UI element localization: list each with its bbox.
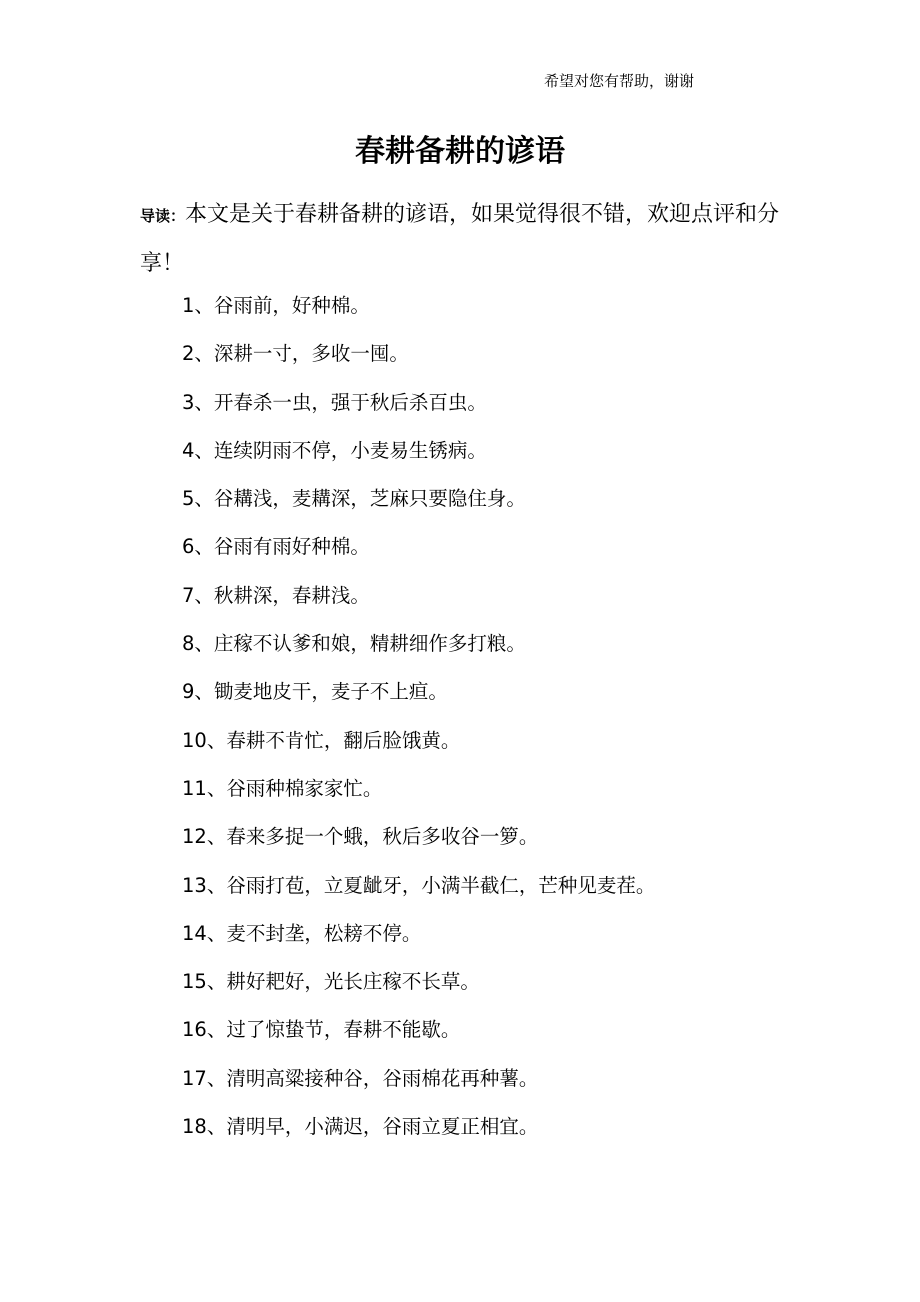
list-item: 14、麦不封垄，松耪不停。 (182, 921, 422, 945)
list-item: 4、连续阴雨不停，小麦易生锈病。 (182, 438, 487, 462)
list-item: 6、谷雨有雨好种棉。 (182, 535, 370, 559)
intro-text: 本文是关于春耕备耕的谚语，如果觉得很不错，欢迎点评和分享！ (140, 202, 780, 276)
list-item: 18、清明早，小满迟，谷雨立夏正相宜。 (182, 1115, 539, 1139)
list-item: 2、深耕一寸，多收一囤。 (182, 342, 409, 366)
header-note: 希望对您有帮助，谢谢 (544, 72, 695, 90)
page-title: 春耕备耕的谚语 (355, 134, 565, 169)
list-item: 17、清明高粱接种谷，谷雨棉花再种薯。 (182, 1066, 539, 1090)
list-item: 16、过了惊蛰节，春耕不能歇。 (182, 1018, 461, 1042)
list-item: 1、谷雨前，好种棉。 (182, 294, 370, 317)
intro-lead: 导读： (140, 207, 186, 225)
list-item: 13、谷雨打苞，立夏龇牙，小满半截仁，芒种见麦茬。 (182, 873, 656, 897)
list-item: 9、锄麦地皮干，麦子不上疸。 (182, 680, 448, 704)
proverb-list (182, 286, 882, 1155)
list-item: 11、谷雨种棉家家忙。 (182, 776, 383, 800)
list-item: 5、谷耩浅，麦耩深，芝麻只要隐住身。 (182, 487, 526, 511)
list-item: 15、耕好耙好，光长庄稼不长草。 (182, 970, 480, 994)
list-item: 8、庄稼不认爹和娘，精耕细作多打粮。 (182, 632, 526, 656)
intro-paragraph (140, 191, 790, 288)
list-item: 10、春耕不肯忙，翻后脸饿黄。 (182, 728, 461, 752)
list-item: 7、秋耕深，春耕浅。 (182, 583, 370, 607)
list-item: 12、春来多捉一个蛾，秋后多收谷一箩。 (182, 825, 539, 849)
list-item: 3、开春杀一虫，强于秋后杀百虫。 (182, 390, 487, 414)
